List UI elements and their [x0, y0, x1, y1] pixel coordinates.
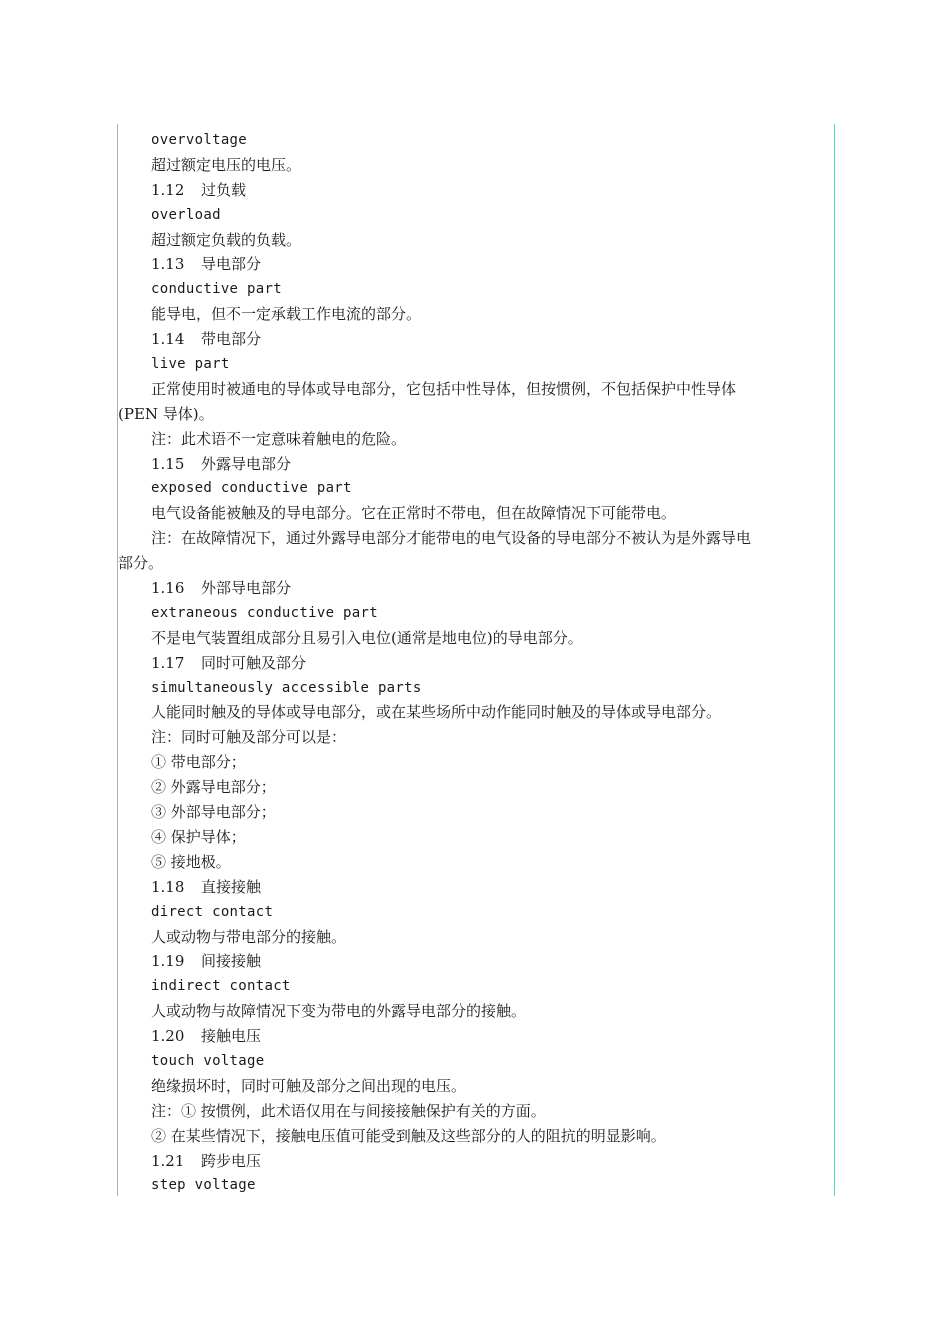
paragraph-line: 超过额定负载的负载。 — [151, 230, 302, 249]
term-title: 外露导电部分 — [201, 454, 292, 473]
term-number: 1.19 — [151, 952, 185, 971]
paragraph-line: ④ 保护导体； — [151, 827, 246, 846]
term-heading — [118, 452, 830, 477]
term-heading — [118, 576, 830, 601]
paragraph-continuation: (PEN 导体)。 — [118, 404, 214, 423]
term-title: 直接接触 — [201, 877, 262, 896]
paragraph-line: 正常使用时被通电的导体或导电部分，它包括中性导体，但按惯例，不包括保护中性导体 — [151, 379, 737, 398]
term-number: 1.15 — [151, 454, 185, 473]
term-heading — [118, 178, 830, 203]
term-heading — [118, 252, 830, 277]
paragraph-line: 人或动物与带电部分的接触。 — [151, 927, 347, 946]
term-english: indirect contact — [151, 978, 291, 995]
term-number: 1.14 — [151, 330, 185, 349]
term-english: overload — [151, 206, 221, 223]
paragraph-line: 注：① 按惯例，此术语仅用在与间接接触保护有关的方面。 — [151, 1101, 546, 1120]
term-english: step voltage — [151, 1177, 256, 1194]
paragraph-line: 注：此术语不一定意味着触电的危险。 — [151, 429, 407, 448]
paragraph-continuation: 部分。 — [118, 554, 164, 573]
term-english: conductive part — [151, 281, 282, 298]
term-heading — [118, 651, 830, 676]
term-number: 1.20 — [151, 1027, 185, 1046]
term-english: extraneous conductive part — [151, 604, 378, 621]
paragraph-line: 注：同时可触及部分可以是： — [151, 728, 347, 747]
term-title: 接触电压 — [201, 1027, 262, 1046]
paragraph-line: ① 带电部分； — [151, 753, 246, 772]
term-heading — [118, 327, 830, 352]
term-english: simultaneously accessible parts — [151, 679, 422, 696]
term-title: 过负载 — [201, 180, 247, 199]
paragraph-line: 不是电气装置组成部分且易引入电位(通常是地电位)的导电部分。 — [151, 628, 583, 647]
term-number: 1.12 — [151, 180, 185, 199]
term-number: 1.18 — [151, 877, 185, 896]
term-title: 同时可触及部分 — [201, 653, 307, 672]
term-english: touch voltage — [151, 1052, 265, 1069]
paragraph-line: ⑤ 接地极。 — [151, 852, 231, 871]
paragraph-line: 超过额定电压的电压。 — [151, 155, 302, 174]
document-body — [118, 128, 830, 1198]
paragraph-line: 电气设备能被触及的导电部分。它在正常时不带电，但在故障情况下可能带电。 — [151, 504, 677, 523]
paragraph-line: ② 在某些情况下，接触电压值可能受到触及这些部分的人的阻抗的明显影响。 — [151, 1126, 666, 1145]
term-english: exposed conductive part — [151, 480, 352, 497]
term-english: overvoltage — [151, 132, 248, 148]
term-title: 外部导电部分 — [201, 579, 292, 598]
term-number: 1.21 — [151, 1151, 185, 1170]
term-heading — [118, 1024, 830, 1049]
paragraph-line: ② 外露导电部分； — [151, 778, 276, 797]
paragraph-line: 注：在故障情况下，通过外露导电部分才能带电的电气设备的导电部分不被认为是外露导电 — [151, 529, 752, 548]
term-number: 1.16 — [151, 579, 185, 598]
term-heading — [118, 949, 830, 974]
term-title: 间接接触 — [201, 952, 262, 971]
term-heading — [118, 1149, 830, 1174]
paragraph-line: 人或动物与故障情况下变为带电的外露导电部分的接触。 — [151, 1002, 527, 1021]
term-english: live part — [151, 356, 230, 373]
term-number: 1.13 — [151, 255, 185, 274]
term-number: 1.17 — [151, 653, 185, 672]
paragraph-line: 能导电，但不一定承载工作电流的部分。 — [151, 305, 422, 324]
term-title: 跨步电压 — [201, 1151, 262, 1170]
term-title: 带电部分 — [201, 330, 262, 349]
paragraph-line: ③ 外部导电部分； — [151, 803, 276, 822]
term-heading — [118, 875, 830, 900]
term-title: 导电部分 — [201, 255, 262, 274]
paragraph-line: 人能同时触及的导体或导电部分，或在某些场所中动作能同时触及的导体或导电部分。 — [151, 703, 722, 722]
paragraph-line: 绝缘损坏时，同时可触及部分之间出现的电压。 — [151, 1076, 467, 1095]
term-english: direct contact — [151, 903, 274, 920]
